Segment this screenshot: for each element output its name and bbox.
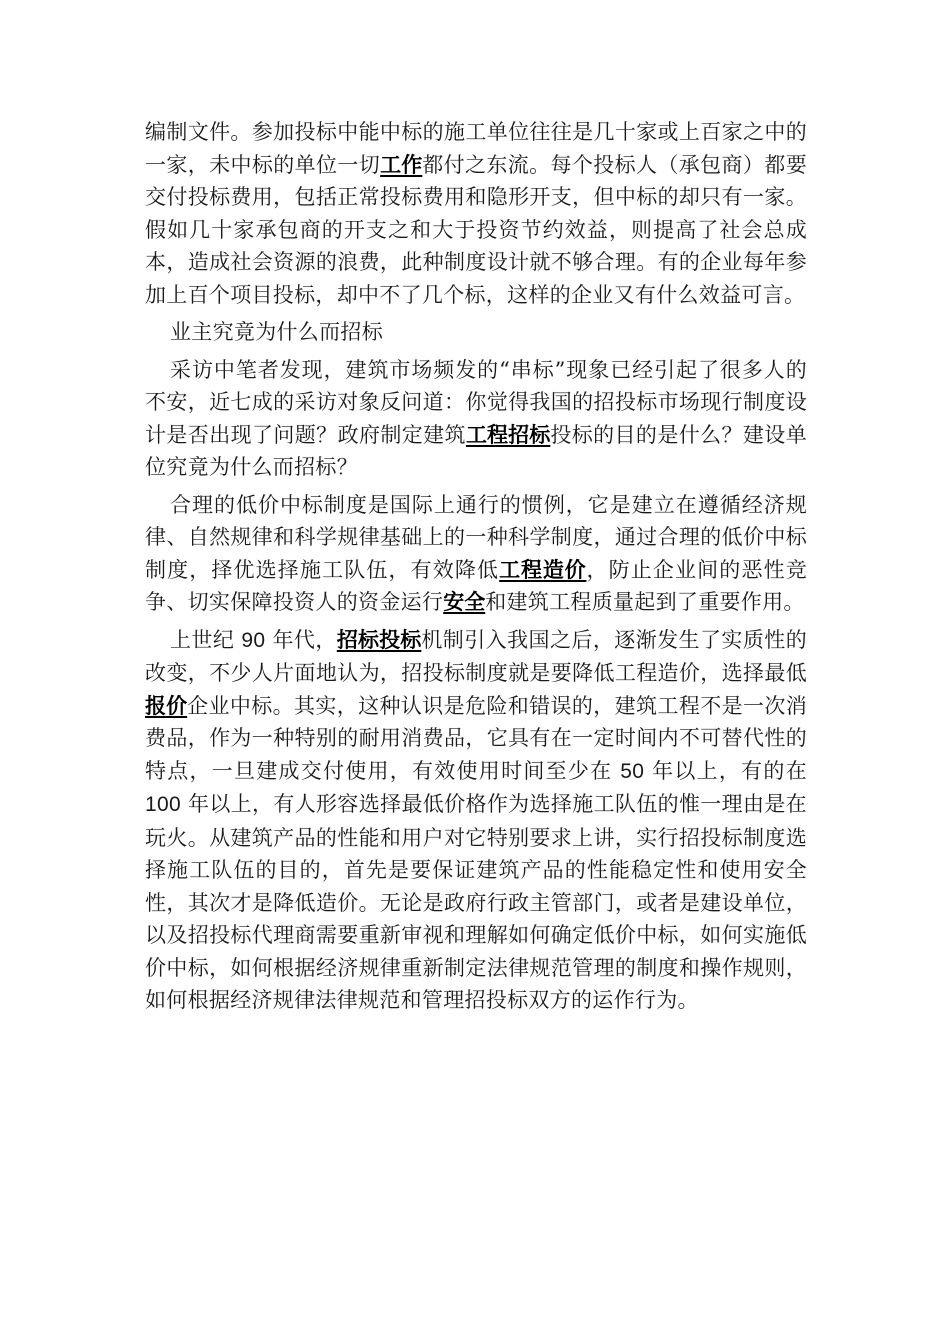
link-zhaobiao-toubiao[interactable]: 招标投标 bbox=[336, 627, 422, 652]
paragraph-3-text-2: ，防止企业间的恶性竞争、切实保障投资人的资金运行 bbox=[145, 557, 808, 614]
link-gongcheng-zhaobiao[interactable]: 工程招标 bbox=[465, 422, 551, 447]
link-baojia[interactable]: 报价 bbox=[145, 693, 188, 718]
document-page bbox=[145, 116, 807, 1022]
paragraph-4-text-4: 企业中标。其实，这种认识是危险和错误的，建筑工程不是一次消费品，作为一种特别的耐用消费品，它具有在一定时间内不可替代性的特点，一旦建成交付使用，有效使用时间至少在 bbox=[145, 693, 807, 783]
paragraph-4-text-2: 年代， bbox=[265, 627, 337, 652]
paragraph-4-text-6: 年以上，有人形容选择最低价格作为选择施工队伍的惟一理由是在玩火。从建筑产品的性能和用户对它特别要求上讲，实行招投标制度选择施工队伍的目的，首先是要保证建筑产品的性能稳定性和使用安全性，其次才是降低造价。无论是政府行政主管部门，或者是建设单位，以及招投标代理商需要重新审视和理解如何确定低价中标，如何实施低价中标，如何根据经济规律重新制定法律规范管理的制度和操作规则，如何根据经济规律法律规范和管理招投标双方的运作行为。 bbox=[145, 792, 807, 1012]
paragraph-2-text-2: 投标的目的是什么？建设单位究竟为什么而招标？ bbox=[145, 422, 808, 479]
paragraph-1 bbox=[145, 116, 807, 311]
paragraph-2-text-1: 采访中笔者发现，建筑市场频发的“串标”现象已经引起了很多人的不安，近七成的采访对象反问道：你觉得我国的招投标市场现行制度设计是否出现了问题？政府制定建筑 bbox=[145, 357, 807, 447]
paragraph-2 bbox=[145, 354, 807, 484]
paragraph-4-text-5: 年以上，有的在 bbox=[644, 758, 807, 783]
paragraph-4-number-50: 50 bbox=[620, 759, 645, 783]
link-anquan[interactable]: 安全 bbox=[443, 590, 486, 614]
paragraph-4-text-1: 上世纪 bbox=[170, 627, 242, 652]
paragraph-4-number-100: 100 bbox=[145, 793, 181, 816]
paragraph-4-number-90: 90 bbox=[241, 628, 266, 652]
section-heading: 业主究竟为什么而招标 bbox=[170, 320, 383, 344]
paragraph-3-text-3: 和建筑工程质量起到了重要作用。 bbox=[485, 590, 805, 614]
paragraph-1-text-1: 编制文件。参加投标中能中标的施工单位往往是几十家或上百家之中的一家，未中标的单位一切 bbox=[145, 120, 807, 177]
paragraph-3 bbox=[145, 489, 807, 619]
paragraph-3-text-1: 合理的低价中标制度是国际上通行的惯例，它是建立在遵循经济规律、自然规律和科学规律基础上的一种科学制度，通过合理的低价中标制度，择优选择施工队伍，有效降低 bbox=[145, 492, 807, 582]
link-gongzuo[interactable]: 工作 bbox=[380, 152, 423, 177]
paragraph-4 bbox=[145, 624, 807, 1017]
paragraph-1-text-2: 都付之东流。每个投标人（承包商）都要交付投标费用，包括正常投标费用和隐形开支，但中标的却只有一家。假如几十家承包商的开支之和大于投资节约效益，则提高了社会总成本，造成社会资源的浪费，此种制度设计就不够合理。有的企业每年参加上百个项目投标，却中不了几个标，这样的企业又有什么效益可言。 bbox=[145, 152, 807, 307]
paragraph-4-text-3: 机制引入我国之后，逐渐发生了实质性的改变，不少人片面地认为，招投标制度就是要降低工程造价，选择最低 bbox=[145, 627, 808, 685]
link-gongcheng-zaojia[interactable]: 工程造价 bbox=[499, 557, 587, 582]
